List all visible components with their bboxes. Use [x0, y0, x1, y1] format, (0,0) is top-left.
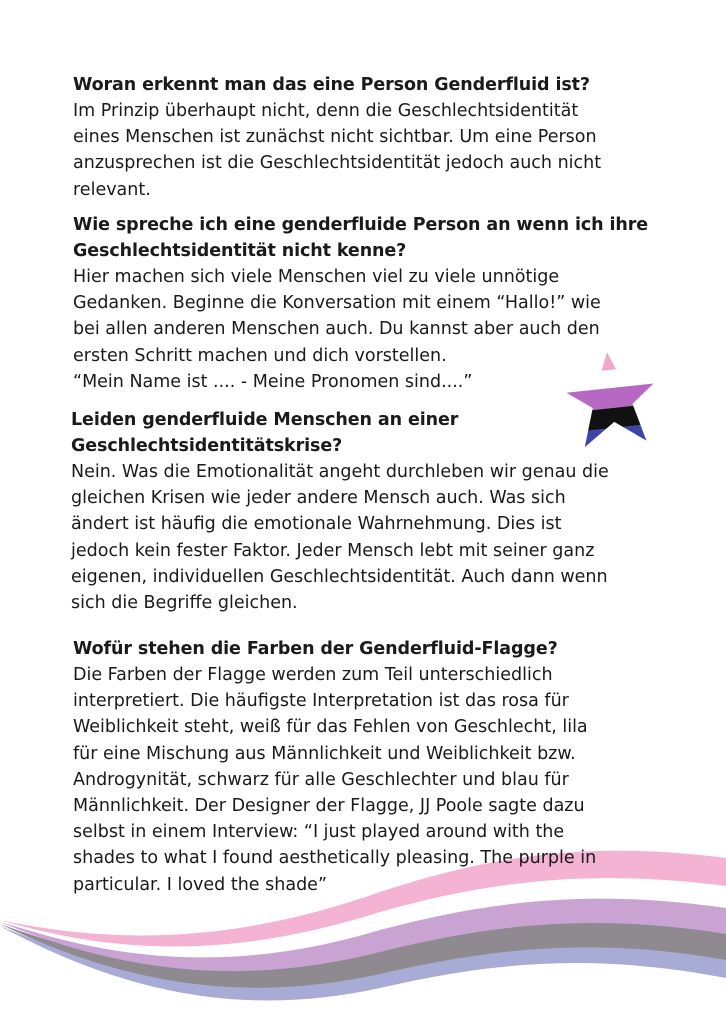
answer-line: interpretiert. Die häufigste Interpretation ist das rosa für	[73, 691, 569, 712]
genderfluid-star-icon	[556, 348, 664, 450]
star-stripe-blue	[559, 422, 664, 450]
answer-line: Im Prinzip überhaupt nicht, denn die Geschlechtsidentität	[73, 101, 579, 121]
answer-line: anzusprechen ist die Geschlechtsidentität jedoch auch nicht	[73, 153, 602, 174]
answer-line: ersten Schritt machen und dich vorstellen.	[73, 345, 447, 366]
answer-line: shades to what I found aesthetically pleasing. The purple in	[73, 848, 597, 869]
answer-line: für eine Mischung aus Männlichkeit und Weiblichkeit bzw.	[73, 743, 576, 764]
question-line: Wie spreche ich eine genderfluide Person an wenn ich ihre	[73, 215, 649, 235]
answer-line: Die Farben der Flagge werden zum Teil unterschiedlich	[73, 665, 553, 685]
answer-line: particular. I loved the shade”	[73, 874, 328, 895]
answer-line: Männlichkeit. Der Designer der Flagge, JJ Poole sagte dazu	[73, 796, 585, 817]
question-line: Leiden genderfluide Menschen an einer	[71, 410, 459, 430]
answer-line: Androgynität, schwarz für alle Geschlechter und blau für	[73, 769, 569, 790]
answer-line: “Mein Name ist .... - Meine Pronomen sind....”	[73, 371, 473, 392]
section-question: Woran erkennt man das eine Person Genderfluid ist?	[73, 75, 590, 95]
answer-line: relevant.	[73, 179, 151, 200]
answer-line: bei allen anderen Menschen auch. Du kannst aber auch den	[73, 319, 600, 340]
section-question: Wofür stehen die Farben der Genderfluid-Flagge?	[73, 639, 558, 659]
faq-section-1	[73, 72, 653, 203]
section-answer	[71, 459, 651, 616]
answer-line: Weiblichkeit steht, weiß für das Fehlen von Geschlecht, lila	[73, 717, 588, 738]
answer-line: jedoch kein fester Faktor. Jeder Mensch lebt mit seiner ganz	[71, 540, 595, 561]
answer-line: eigenen, individuellen Geschlechtsidentität. Auch dann wenn	[71, 566, 608, 587]
question-line: Geschlechtsidentität nicht kenne?	[73, 241, 407, 261]
section-answer	[73, 662, 653, 898]
answer-line: sich die Begriffe gleichen.	[71, 593, 298, 614]
faq-section-4	[73, 636, 653, 898]
answer-line: gleichen Krisen wie jeder andere Mensch auch. Was sich	[71, 488, 566, 509]
section-answer	[73, 98, 653, 203]
answer-line: eines Menschen ist zunächst nicht sichtbar. Um eine Person	[73, 127, 597, 148]
answer-line: Hier machen sich viele Menschen viel zu viele unnötige	[73, 267, 560, 287]
answer-line: Gedanken. Beginne die Konversation mit einem “Hallo!” wie	[73, 293, 601, 314]
answer-line: selbst in einem Interview: “I just played around with the	[73, 822, 565, 843]
answer-line: Nein. Was die Emotionalität angeht durchleben wir genau die	[71, 462, 609, 482]
question-line: Geschlechtsidentitätskrise?	[71, 436, 343, 456]
answer-line: ändert ist häufig die emotionale Wahrnehmung. Dies ist	[71, 514, 562, 535]
section-question	[73, 212, 653, 264]
